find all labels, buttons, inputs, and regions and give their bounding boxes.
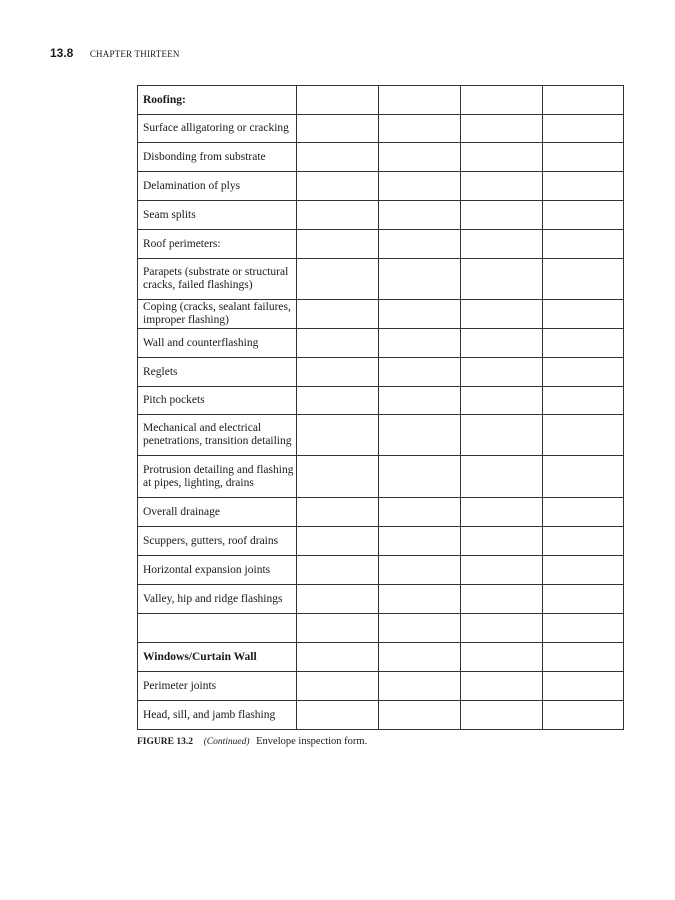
page-number: 13.8 bbox=[50, 46, 74, 60]
inspection-entry-cell[interactable] bbox=[461, 387, 543, 415]
inspection-item-label: Protrusion detailing and flashing at pipes, lighting, drains bbox=[138, 456, 297, 498]
inspection-entry-cell[interactable] bbox=[461, 498, 543, 527]
form-row bbox=[138, 259, 624, 300]
inspection-entry-cell[interactable] bbox=[543, 672, 624, 701]
inspection-entry-cell[interactable] bbox=[297, 115, 379, 143]
inspection-item-label: Mechanical and electrical penetrations, transition detailing bbox=[138, 415, 297, 456]
form-row bbox=[138, 329, 624, 358]
inspection-entry-cell[interactable] bbox=[543, 115, 624, 143]
inspection-entry-cell[interactable] bbox=[379, 672, 461, 701]
inspection-entry-cell[interactable] bbox=[297, 172, 379, 201]
inspection-entry-cell[interactable] bbox=[543, 387, 624, 415]
section-heading: Roofing: bbox=[138, 86, 297, 115]
inspection-entry-cell[interactable] bbox=[297, 527, 379, 556]
inspection-entry-cell[interactable] bbox=[461, 143, 543, 172]
inspection-entry-cell[interactable] bbox=[297, 143, 379, 172]
inspection-entry-cell[interactable] bbox=[297, 643, 379, 672]
inspection-entry-cell[interactable] bbox=[543, 172, 624, 201]
inspection-entry-cell[interactable] bbox=[543, 230, 624, 259]
form-row bbox=[138, 143, 624, 172]
inspection-entry-cell[interactable] bbox=[543, 143, 624, 172]
form-row bbox=[138, 701, 624, 730]
inspection-item-label: Horizontal expansion joints bbox=[138, 556, 297, 585]
inspection-entry-cell[interactable] bbox=[297, 585, 379, 614]
inspection-entry-cell[interactable] bbox=[297, 498, 379, 527]
form-row bbox=[138, 585, 624, 614]
inspection-entry-cell[interactable] bbox=[543, 701, 624, 730]
inspection-item-label: Head, sill, and jamb flashing bbox=[138, 701, 297, 730]
inspection-item-label: Parapets (substrate or structural cracks, failed flashings) bbox=[138, 259, 297, 300]
inspection-entry-cell[interactable] bbox=[297, 456, 379, 498]
inspection-entry-cell[interactable] bbox=[379, 201, 461, 230]
chapter-title: CHAPTER THIRTEEN bbox=[89, 49, 180, 59]
inspection-entry-cell[interactable] bbox=[297, 672, 379, 701]
inspection-entry-cell[interactable] bbox=[461, 358, 543, 387]
inspection-item-label: Roof perimeters: bbox=[138, 230, 297, 259]
form-row bbox=[138, 643, 624, 672]
inspection-entry-cell[interactable] bbox=[461, 329, 543, 358]
inspection-entry-cell[interactable] bbox=[379, 556, 461, 585]
inspection-item-label: Surface alligatoring or cracking bbox=[138, 115, 297, 143]
inspection-entry-cell[interactable] bbox=[379, 172, 461, 201]
inspection-item-label: Scuppers, gutters, roof drains bbox=[138, 527, 297, 556]
inspection-entry-cell[interactable] bbox=[461, 172, 543, 201]
inspection-entry-cell[interactable] bbox=[543, 415, 624, 456]
inspection-entry-cell[interactable] bbox=[543, 527, 624, 556]
inspection-entry-cell[interactable] bbox=[297, 86, 379, 115]
inspection-item-label bbox=[138, 614, 297, 643]
inspection-entry-cell[interactable] bbox=[461, 643, 543, 672]
form-row bbox=[138, 172, 624, 201]
inspection-entry-cell[interactable] bbox=[461, 585, 543, 614]
inspection-entry-cell[interactable] bbox=[543, 329, 624, 358]
inspection-entry-cell[interactable] bbox=[379, 300, 461, 329]
inspection-entry-cell[interactable] bbox=[379, 329, 461, 358]
inspection-entry-cell[interactable] bbox=[379, 415, 461, 456]
figure-number: FIGURE 13.2 bbox=[137, 737, 193, 747]
inspection-entry-cell[interactable] bbox=[379, 643, 461, 672]
inspection-entry-cell[interactable] bbox=[297, 614, 379, 643]
inspection-entry-cell[interactable] bbox=[461, 415, 543, 456]
inspection-item-label: Disbonding from substrate bbox=[138, 143, 297, 172]
inspection-item-label: Perimeter joints bbox=[138, 672, 297, 701]
page-header bbox=[50, 46, 180, 60]
form-row bbox=[138, 387, 624, 415]
form-row bbox=[138, 300, 624, 329]
inspection-entry-cell[interactable] bbox=[297, 358, 379, 387]
form-row bbox=[138, 86, 624, 115]
figure-caption bbox=[137, 736, 367, 747]
inspection-entry-cell[interactable] bbox=[461, 556, 543, 585]
inspection-entry-cell[interactable] bbox=[379, 86, 461, 115]
form-row bbox=[138, 201, 624, 230]
inspection-entry-cell[interactable] bbox=[379, 498, 461, 527]
inspection-entry-cell[interactable] bbox=[543, 614, 624, 643]
inspection-entry-cell[interactable] bbox=[379, 585, 461, 614]
inspection-form-table bbox=[137, 85, 624, 730]
form-row bbox=[138, 415, 624, 456]
inspection-item-label: Delamination of plys bbox=[138, 172, 297, 201]
section-heading: Windows/Curtain Wall bbox=[138, 643, 297, 672]
inspection-entry-cell[interactable] bbox=[543, 456, 624, 498]
inspection-entry-cell[interactable] bbox=[461, 201, 543, 230]
inspection-entry-cell[interactable] bbox=[543, 259, 624, 300]
form-row bbox=[138, 556, 624, 585]
form-row bbox=[138, 527, 624, 556]
inspection-item-label: Pitch pockets bbox=[138, 387, 297, 415]
inspection-entry-cell[interactable] bbox=[461, 230, 543, 259]
inspection-entry-cell[interactable] bbox=[461, 300, 543, 329]
inspection-entry-cell[interactable] bbox=[543, 556, 624, 585]
inspection-item-label: Coping (cracks, sealant failures, improper flashing) bbox=[138, 300, 297, 329]
inspection-entry-cell[interactable] bbox=[297, 201, 379, 230]
inspection-entry-cell[interactable] bbox=[461, 614, 543, 643]
inspection-item-label: Seam splits bbox=[138, 201, 297, 230]
inspection-entry-cell[interactable] bbox=[461, 115, 543, 143]
inspection-entry-cell[interactable] bbox=[543, 643, 624, 672]
inspection-item-label: Valley, hip and ridge flashings bbox=[138, 585, 297, 614]
inspection-entry-cell[interactable] bbox=[543, 358, 624, 387]
inspection-entry-cell[interactable] bbox=[461, 456, 543, 498]
inspection-entry-cell[interactable] bbox=[461, 259, 543, 300]
inspection-entry-cell[interactable] bbox=[543, 300, 624, 329]
inspection-entry-cell[interactable] bbox=[379, 387, 461, 415]
form-row bbox=[138, 498, 624, 527]
inspection-entry-cell[interactable] bbox=[461, 672, 543, 701]
inspection-entry-cell[interactable] bbox=[379, 527, 461, 556]
inspection-entry-cell[interactable] bbox=[297, 556, 379, 585]
inspection-entry-cell[interactable] bbox=[543, 498, 624, 527]
inspection-entry-cell[interactable] bbox=[543, 201, 624, 230]
inspection-entry-cell[interactable] bbox=[543, 585, 624, 614]
inspection-item-label: Reglets bbox=[138, 358, 297, 387]
form-row bbox=[138, 115, 624, 143]
inspection-entry-cell[interactable] bbox=[297, 230, 379, 259]
figure-continued: (Continued) bbox=[203, 737, 250, 747]
form-row bbox=[138, 456, 624, 498]
inspection-entry-cell[interactable] bbox=[379, 701, 461, 730]
inspection-entry-cell[interactable] bbox=[379, 358, 461, 387]
inspection-entry-cell[interactable] bbox=[297, 329, 379, 358]
inspection-entry-cell[interactable] bbox=[379, 259, 461, 300]
inspection-entry-cell[interactable] bbox=[379, 143, 461, 172]
inspection-entry-cell[interactable] bbox=[461, 86, 543, 115]
inspection-entry-cell[interactable] bbox=[297, 259, 379, 300]
inspection-entry-cell[interactable] bbox=[297, 300, 379, 329]
form-row bbox=[138, 614, 624, 643]
inspection-entry-cell[interactable] bbox=[297, 415, 379, 456]
figure-caption-text: Envelope inspection form. bbox=[256, 736, 368, 747]
form-row bbox=[138, 358, 624, 387]
inspection-entry-cell[interactable] bbox=[379, 456, 461, 498]
inspection-entry-cell[interactable] bbox=[297, 701, 379, 730]
inspection-entry-cell[interactable] bbox=[379, 230, 461, 259]
inspection-item-label: Overall drainage bbox=[138, 498, 297, 527]
inspection-entry-cell[interactable] bbox=[297, 387, 379, 415]
inspection-entry-cell[interactable] bbox=[461, 527, 543, 556]
inspection-entry-cell[interactable] bbox=[461, 701, 543, 730]
form-row bbox=[138, 672, 624, 701]
inspection-entry-cell[interactable] bbox=[543, 86, 624, 115]
form-row bbox=[138, 230, 624, 259]
inspection-item-label: Wall and counterflashing bbox=[138, 329, 297, 358]
inspection-entry-cell[interactable] bbox=[379, 115, 461, 143]
inspection-entry-cell[interactable] bbox=[379, 614, 461, 643]
